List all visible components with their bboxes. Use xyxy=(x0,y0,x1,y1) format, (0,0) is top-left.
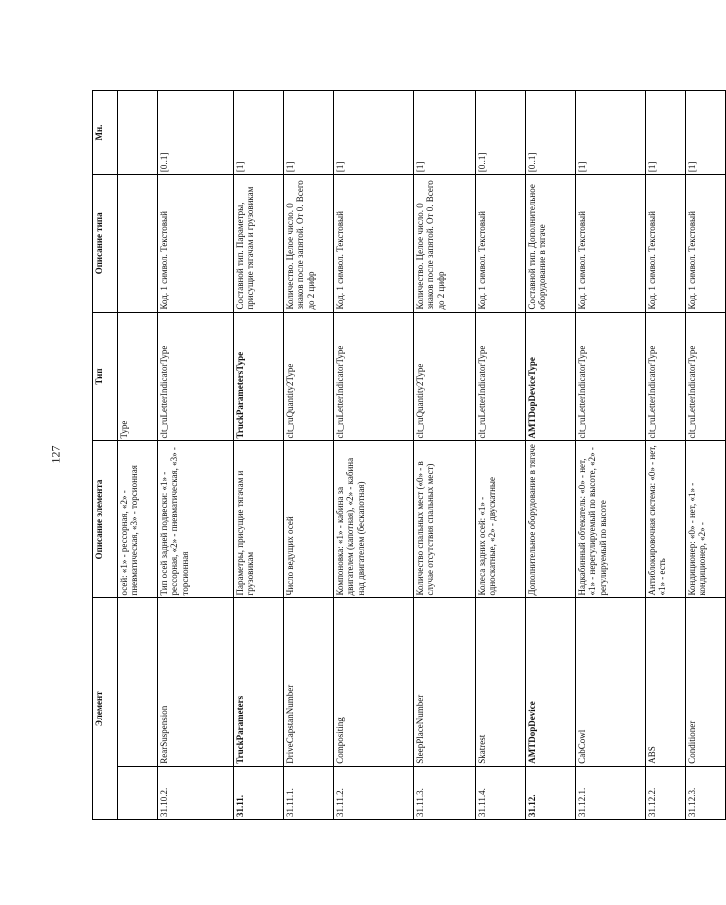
row-type: clt_ruLetterIndicatorType xyxy=(334,312,414,441)
header-type-description: Описание типа xyxy=(93,175,118,312)
row-element: AMTDopDevice xyxy=(526,598,576,766)
table-row xyxy=(686,91,726,820)
row-type-description: Код. 1 символ. Текстовый xyxy=(476,175,526,312)
row-type: clt_ruLetterIndicatorType xyxy=(476,312,526,441)
row-type-description: Код. 1 символ. Текстовый xyxy=(576,175,646,312)
row-type-description: Составной тип. Параметры, присущие тягачам и грузовикам xyxy=(234,175,284,312)
row-element: CabCowl xyxy=(576,598,646,766)
row-type: clt_ruLetterIndicatorType xyxy=(686,312,726,441)
row-multiplicity: [1] xyxy=(686,91,726,175)
row-type-description: Код. 1 символ. Текстовый xyxy=(646,175,686,312)
row-number xyxy=(118,766,158,819)
row-number: 31.12.3. xyxy=(686,766,726,819)
row-description: Тип осей задней подвески: «1» - рессорная, «2» - пневматическая, «3» - торсионная xyxy=(158,441,234,598)
row-type-description: Код. 1 символ. Текстовый xyxy=(686,175,726,312)
table-row xyxy=(234,91,284,820)
row-description: Кондиционер: «0» - нет, «1» - кондиционер, «2» - xyxy=(686,441,726,598)
row-type: TruckParametersType xyxy=(234,312,284,441)
data-table xyxy=(92,90,726,820)
table-row xyxy=(526,91,576,820)
row-description: Дополнительное оборудование в тягаче xyxy=(526,441,576,598)
row-type: clt_ruQuantity2Type xyxy=(284,312,334,441)
row-type-description: Составной тип. Дополнительное оборудование в тягаче xyxy=(526,175,576,312)
row-element: ABS xyxy=(646,598,686,766)
header-element: Элемент xyxy=(93,598,118,820)
row-multiplicity: [1] xyxy=(284,91,334,175)
table-row xyxy=(284,91,334,820)
row-element: SleepPlaceNumber xyxy=(414,598,476,766)
row-type: clt_ruQuantity2Type xyxy=(414,312,476,441)
row-multiplicity: [1] xyxy=(576,91,646,175)
row-multiplicity: [0..1] xyxy=(158,91,234,175)
table-row xyxy=(646,91,686,820)
row-number: 31.11.3. xyxy=(414,766,476,819)
row-element: RearSuspension xyxy=(158,598,234,766)
row-type: Type xyxy=(118,312,158,441)
table-row xyxy=(414,91,476,820)
header-multiplicity: Мн. xyxy=(93,91,118,175)
row-number: 31.12.1. xyxy=(576,766,646,819)
table-row xyxy=(576,91,646,820)
row-description: Количество спальных мест («0» - в случае отсутствия спальных мест) xyxy=(414,441,476,598)
header-type: Тип xyxy=(93,312,118,441)
row-type-description: Количество. Целое число. 0 знаков после запятой. От 0. Всего до 2 цифр xyxy=(414,175,476,312)
row-type: clt_ruLetterIndicatorType xyxy=(576,312,646,441)
row-description: Компоновка: «1» - кабина за двигателем (капотная), «2» - кабина над двигателем (бескапотная) xyxy=(334,441,414,598)
row-type-description: Код. 1 символ. Текстовый xyxy=(158,175,234,312)
table-row xyxy=(118,91,158,820)
row-number: 31.12. xyxy=(526,766,576,819)
row-type-description xyxy=(118,175,158,312)
row-type: clt_ruLetterIndicatorType xyxy=(158,312,234,441)
row-multiplicity: [1] xyxy=(414,91,476,175)
row-type: AMTDopDeviceType xyxy=(526,312,576,441)
table-body xyxy=(118,91,726,820)
table-row xyxy=(334,91,414,820)
table-row xyxy=(476,91,526,820)
row-element: DriveCapstanNumber xyxy=(284,598,334,766)
row-description: Антиблокировочная система: «0» - нет, «1» - есть xyxy=(646,441,686,598)
row-element: Skatrest xyxy=(476,598,526,766)
row-number: 31.11.2. xyxy=(334,766,414,819)
row-number: 31.11.1. xyxy=(284,766,334,819)
row-multiplicity: [0..1] xyxy=(526,91,576,175)
row-number: 31.11. xyxy=(234,766,284,819)
row-description: Параметры, присущие тягачам и грузовикам xyxy=(234,441,284,598)
row-type-description: Код. 1 символ. Текстовый xyxy=(334,175,414,312)
row-type: clt_ruLetterIndicatorType xyxy=(646,312,686,441)
row-element: Compositing xyxy=(334,598,414,766)
row-number: 31.11.4. xyxy=(476,766,526,819)
row-number: 31.10.2. xyxy=(158,766,234,819)
row-element xyxy=(118,598,158,766)
row-description: Колеса задних осей: «1» - односкатные, «2» - двускатные xyxy=(476,441,526,598)
row-number: 31.12.2. xyxy=(646,766,686,819)
row-description: осей: «1» - рессорная, «2» - пневматическая, «3» - торсионная xyxy=(118,441,158,598)
header-description: Описание элемента xyxy=(93,441,118,598)
row-multiplicity: [1] xyxy=(646,91,686,175)
row-description: Надкабинный обтекатель: «0» - нет, «1» - нерегулируемый по высоте, «2» - регулируемый по высоте xyxy=(576,441,646,598)
row-description: Число ведущих осей xyxy=(284,441,334,598)
row-element: TruckParameters xyxy=(234,598,284,766)
row-multiplicity: [1] xyxy=(334,91,414,175)
page-number: 127 xyxy=(48,445,63,464)
row-element: Conditioner xyxy=(686,598,726,766)
row-type-description: Количество. Целое число. 0 знаков после запятой. От 0. Всего до 2 цифр xyxy=(284,175,334,312)
row-multiplicity xyxy=(118,91,158,175)
rotated-table-wrapper xyxy=(92,90,708,820)
row-multiplicity: [1] xyxy=(234,91,284,175)
table-row xyxy=(158,91,234,820)
row-multiplicity: [0..1] xyxy=(476,91,526,175)
table-header-row xyxy=(93,91,118,820)
